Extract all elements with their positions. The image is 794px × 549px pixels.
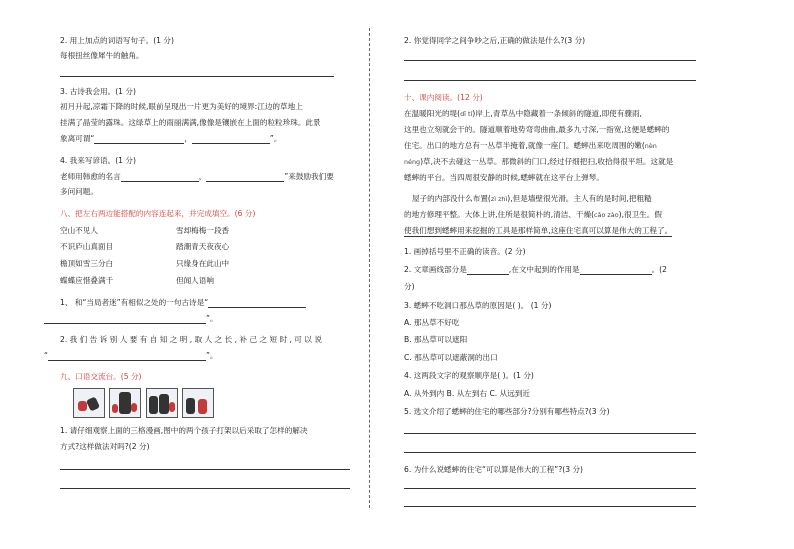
match-left-item[interactable]: 蝶蝶应惜叠满千 xyxy=(60,276,114,285)
child-figure xyxy=(78,401,87,411)
pinyin-choice[interactable]: néng xyxy=(404,158,421,166)
question-2-sentence: 每根扭丝像犀牛的触角。 xyxy=(60,51,144,60)
section-8-title: 八、把左右两边能搭配的内容连起来，并完成填空。(6 分) xyxy=(60,209,256,218)
reading-text: 的地方修理平整。大体上讲,住所是很简朴的,清洁、干燥( xyxy=(404,210,595,219)
reading-q4: 4. 这两段文字的观察顺序是( )。(1 分) xyxy=(404,371,534,380)
reading-q2-text: ,在文中起到的作用是 xyxy=(508,265,580,274)
reading-q2 xyxy=(404,264,667,275)
comic-panel-1 xyxy=(73,388,105,418)
adult-figure xyxy=(159,394,169,414)
section-10-title: 十、课内阅读。(12 分) xyxy=(404,93,483,102)
answer-line[interactable] xyxy=(404,452,696,453)
section-8-q2: 2. 我 们 告 诉 别 人 要 有 自 知 之 明 , 取 人 之 长 , 补 己 之 短 时 , 可 以 说 xyxy=(60,335,322,344)
match-left-item[interactable]: 不识庐山真面目 xyxy=(60,242,114,251)
pinyin-choice[interactable]: nèn xyxy=(644,142,657,150)
poem-fill-prefix: 象离可谓“ xyxy=(60,134,95,143)
section-8-q1 xyxy=(60,297,306,308)
blank[interactable] xyxy=(580,265,652,275)
comic-panel-3 xyxy=(146,388,178,418)
blank[interactable] xyxy=(44,314,206,324)
blank[interactable] xyxy=(121,172,199,182)
reading-text: )岸上,青草丛中隐藏着一条倾斜的隧道,即使有骤雨, xyxy=(472,109,642,118)
right-question-2-title: 2. 你觉得同学之间争吵之后,正确的做法是什么?(3 分) xyxy=(404,36,586,45)
reading-line xyxy=(404,108,642,120)
poem-fill-line xyxy=(60,133,281,144)
proverb-prefix: 老师用韩愈的名言 xyxy=(60,172,121,181)
child-figure xyxy=(186,398,195,414)
reading-text: 住宅。出口的地方总有一丛草半掩着,就像一座门。蟋蟀出来吃周围的嫩( xyxy=(404,141,645,150)
answer-line[interactable] xyxy=(60,488,350,489)
child-figure xyxy=(131,403,137,412)
poem-fill-end: ”。 xyxy=(269,134,282,143)
quote-close: ”。 xyxy=(205,351,218,360)
reading-text: ),但是墙壁很光滑。主人有的是时间,把粗糙 xyxy=(507,194,652,203)
match-right-item[interactable]: 但闻人语响 xyxy=(176,276,214,285)
reading-text: 屋子的内部没什么布置( xyxy=(412,194,491,203)
question-4-title: 4. 我来写谚语。(1 分) xyxy=(60,156,136,165)
blank[interactable] xyxy=(94,134,184,144)
proverb-end: ”来鼓励我们要 xyxy=(284,172,334,181)
match-right-item[interactable]: 雪却梅梅一段香 xyxy=(176,226,230,235)
passage-line: 初月升起,凉霜下降的时候,眼前呈现出一片更为美好的境界:江边的草地上 xyxy=(60,102,303,111)
answer-line[interactable] xyxy=(404,80,696,81)
option-c[interactable]: C. 那丛草可以遮蔽洞的出口 xyxy=(404,353,498,362)
blank[interactable] xyxy=(192,134,270,144)
reading-line: 这里也立刻就会干的。隧道顺着地势弯弯曲曲,最多九寸深,一指宽,这便是蟋蟀的 xyxy=(404,125,670,134)
pinyin-choice[interactable]: zì zhì xyxy=(490,195,508,203)
column-divider xyxy=(369,28,370,508)
child-figure xyxy=(86,396,100,411)
proverb-fill-line xyxy=(60,171,334,182)
child-figure xyxy=(169,402,175,412)
reading-q3: 3. 蟋蟀不吃洞口那丛草的原因是( )。 (1 分) xyxy=(404,301,552,310)
match-left-item[interactable]: 檐顶如雪三分白 xyxy=(60,259,114,268)
child-figure xyxy=(198,399,207,414)
option-b[interactable]: B. 那丛草可以遮阳 xyxy=(404,335,468,344)
reading-line xyxy=(404,156,673,168)
section-8-q1-text: 1、 和“当局者迷”有相似之处的一句古诗是“ xyxy=(60,298,209,307)
reading-line xyxy=(404,140,657,152)
reading-q2-text: 。(2 xyxy=(651,265,667,274)
reading-text: 在温暖阳光的堤( xyxy=(404,109,461,118)
answer-line[interactable] xyxy=(404,506,696,507)
underlined-sentence: 使我们想到蟋蟀用来挖掘的工具是那样简单,这座住宅真可以算是伟大的工程了。 xyxy=(404,226,673,235)
reading-q6: 6. 为什么说蟋蟀的住宅“可以算是伟大的工程”?(3 分) xyxy=(404,465,584,474)
reading-q2-line2: 分) xyxy=(404,282,415,291)
pinyin-choice[interactable]: cǎo zào xyxy=(594,211,619,219)
reading-q4-options[interactable]: A. 从外到内 B. 从左到右 C. 从远到近 xyxy=(404,389,531,398)
comic-panel-2 xyxy=(109,388,141,418)
reading-line xyxy=(412,193,652,205)
passage-line: 挂满了晶莹的露珠。这绿草上的雨丽满满,像像是镶嵌在上面的粒粒珍珠。此景 xyxy=(60,118,321,127)
proverb-line-2: 多问问题。 xyxy=(60,187,98,196)
section-9-q1: 1. 请仔细观察上面的三格漫画,图中的两个孩子打架以后采取了怎样的解决 xyxy=(60,426,308,435)
section-8-q1-line2 xyxy=(44,313,218,324)
proverb-sep: ， xyxy=(198,172,207,181)
child-figure xyxy=(149,396,158,414)
answer-line[interactable] xyxy=(404,433,696,434)
section-8-q1-end: ”。 xyxy=(206,314,218,323)
answer-line[interactable] xyxy=(404,60,696,61)
poem-fill-sep: ， xyxy=(184,134,192,143)
reading-line xyxy=(404,209,662,221)
reading-q5: 5. 选文介绍了蟋蟀的住宅的哪些部分?分别有哪些特点?(3 分) xyxy=(404,407,610,416)
answer-line[interactable] xyxy=(60,469,350,470)
child-figure xyxy=(112,404,118,413)
pinyin-choice[interactable]: dī tí xyxy=(460,110,473,118)
question-2-title: 2. 用上加点的词语写句子。(1 分) xyxy=(60,36,174,45)
section-9-q1-line2: 方式?这样做法对吗?(2 分) xyxy=(60,442,150,451)
reading-line: 蟋蟀的平台。当四周很安静的时候,蟋蟀就在这平台上弹琴。 xyxy=(404,173,604,182)
reading-q1: 1. 画掉括号里不正确的读音。(2 分) xyxy=(404,247,526,256)
blank[interactable] xyxy=(206,172,284,182)
quote-open: “ xyxy=(44,351,48,360)
blank[interactable] xyxy=(467,265,509,275)
match-right-item[interactable]: 踏潮青天夜夜心 xyxy=(176,242,230,251)
blank[interactable] xyxy=(48,351,206,361)
blank[interactable] xyxy=(208,298,306,308)
comic-panel-4 xyxy=(182,388,214,418)
match-right-item[interactable]: 只缘身在此山中 xyxy=(176,259,230,268)
question-3-title: 3. 古诗我会用。(1 分) xyxy=(60,87,136,96)
adult-figure xyxy=(119,392,131,414)
match-left-item[interactable]: 空山不见人 xyxy=(60,226,98,235)
reading-q2-text: 2. 文章画线部分是 xyxy=(404,265,467,274)
answer-line[interactable] xyxy=(60,76,334,77)
section-9-title: 九、口语交流台。(5 分) xyxy=(60,372,142,381)
reading-text: )草,决不去碰这一丛草。那微斜的门口,经过仔细把扫,收拾得很平坦。这就是 xyxy=(420,157,674,166)
reading-text: ),很卫生。假 xyxy=(618,210,662,219)
answer-line[interactable] xyxy=(404,488,696,489)
section-8-q2-line2 xyxy=(44,350,217,361)
option-a[interactable]: A. 那丛草不好吃 xyxy=(404,318,460,327)
